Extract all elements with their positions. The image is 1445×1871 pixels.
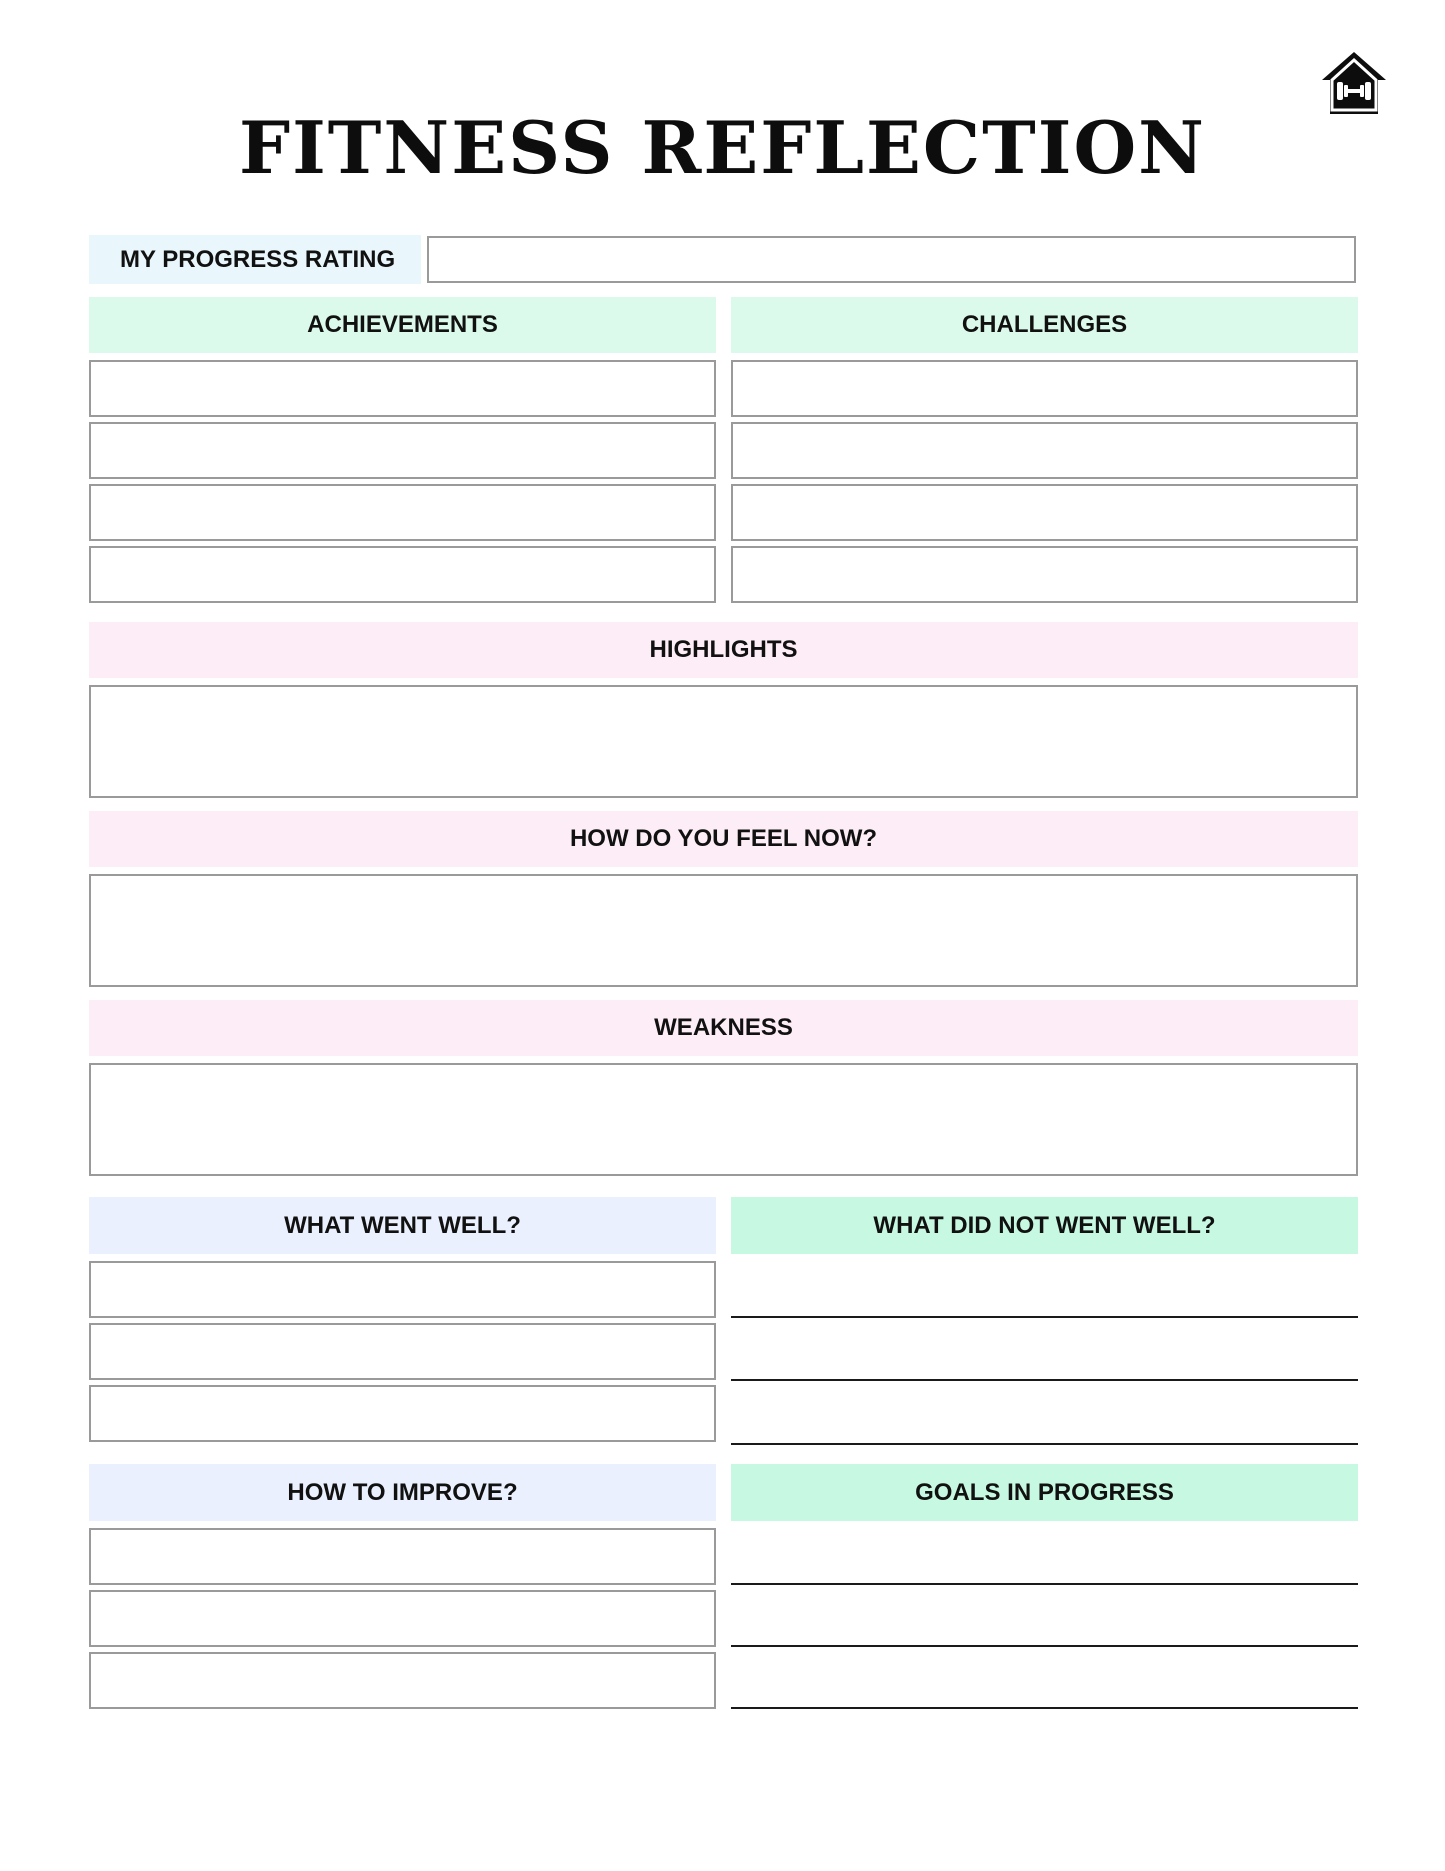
improve-header: HOW TO IMPROVE? — [89, 1464, 716, 1521]
achievements-row[interactable] — [89, 546, 716, 603]
weakness-header: WEAKNESS — [89, 1000, 1358, 1056]
went-well-row[interactable] — [89, 1323, 716, 1380]
improve-row[interactable] — [89, 1652, 716, 1709]
went-well-row[interactable] — [89, 1385, 716, 1442]
feel-now-field[interactable] — [89, 874, 1358, 987]
achievements-header: ACHIEVEMENTS — [89, 297, 716, 353]
weakness-field[interactable] — [89, 1063, 1358, 1176]
goals-line[interactable] — [731, 1707, 1358, 1709]
page-title: FITNESS REFLECTION — [239, 105, 1206, 190]
went-well-row[interactable] — [89, 1261, 716, 1318]
goals-line[interactable] — [731, 1645, 1358, 1647]
improve-row[interactable] — [89, 1590, 716, 1647]
goals-line[interactable] — [731, 1583, 1358, 1585]
challenges-row[interactable] — [731, 546, 1358, 603]
improve-row[interactable] — [89, 1528, 716, 1585]
challenges-header: CHALLENGES — [731, 297, 1358, 353]
progress-rating-field[interactable] — [427, 236, 1356, 283]
achievements-row[interactable] — [89, 484, 716, 541]
went-well-header: WHAT WENT WELL? — [89, 1197, 716, 1254]
challenges-row[interactable] — [731, 422, 1358, 479]
challenges-row[interactable] — [731, 360, 1358, 417]
highlights-header: HIGHLIGHTS — [89, 622, 1358, 678]
not-went-well-line[interactable] — [731, 1379, 1358, 1381]
feel-now-header: HOW DO YOU FEEL NOW? — [89, 811, 1358, 867]
not-went-well-line[interactable] — [731, 1443, 1358, 1445]
goals-header: GOALS IN PROGRESS — [731, 1464, 1358, 1521]
achievements-row[interactable] — [89, 422, 716, 479]
not-went-well-line[interactable] — [731, 1316, 1358, 1318]
not-went-well-header: WHAT DID NOT WENT WELL? — [731, 1197, 1358, 1254]
highlights-field[interactable] — [89, 685, 1358, 798]
challenges-row[interactable] — [731, 484, 1358, 541]
achievements-row[interactable] — [89, 360, 716, 417]
progress-rating-label: MY PROGRESS RATING — [89, 235, 421, 284]
